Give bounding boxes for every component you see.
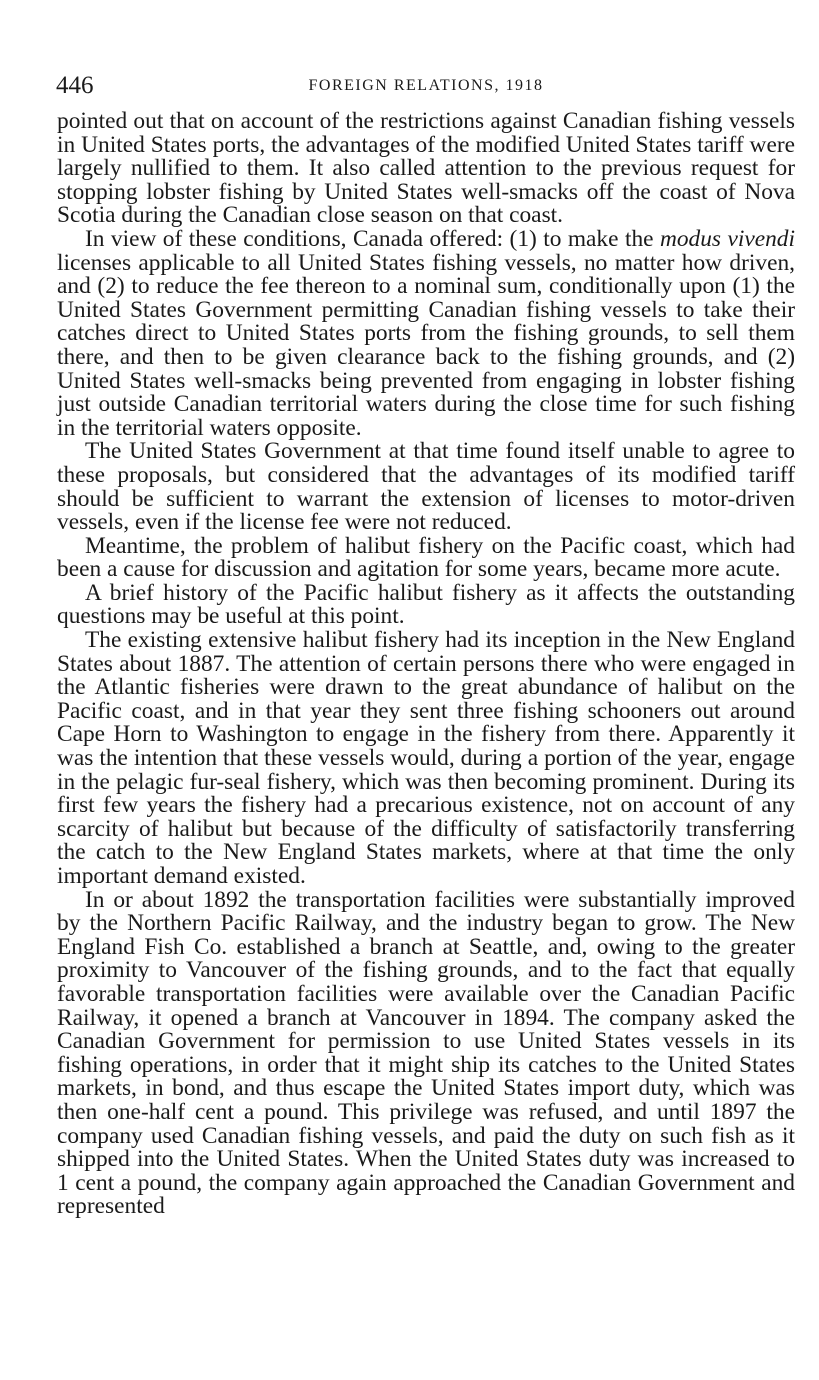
paragraph-1: pointed out that on account of the restrictions against Canadian fishing vessels in United States ports, the advantages of the modified United States tariff were largely nullified to them. It also called attention to the previous request for stopping lobster fishing by United States well-smacks off the coast of Nova Scotia during the Canadian close season on that coast. — [57, 108, 795, 229]
paragraph-7: In or about 1892 the transportation facilities were substantially improved by the Northern Pacific Railway, and the industry began to grow. The New England Fish Co. established a branch at Seattle, and, owing to the greater proximity to Vancouver of the fishing grounds, and to the fact that equally favorable transportation facilities were available over the Canadian Pacific Railway, it opened a branch at Vancouver in 1894. The company asked the Canadian Government for permission to use United States vessels in its fishing operations, in order that it might ship its catches to the United States markets, in bond, and thus escape the United States import duty, which was then one-half cent a pound. This privilege was refused, and until 1897 the company used Canadian fishing vessels, and paid the duty on such fish as it shipped into the United States. When the United States duty was increased to 1 cent a pound, the company again approached the Canadian Government and represented — [57, 886, 795, 1220]
body-text — [57, 110, 795, 1219]
paragraph-2 — [57, 225, 795, 441]
paragraph-4: Meantime, the problem of halibut fishery on the Pacific coast, which had been a cause for discussion and agitation for some years, became more acute. — [57, 532, 795, 583]
paragraph-2-italic: modus vivendi — [659, 225, 795, 252]
paragraph-5: A brief history of the Pacific halibut fishery as it affects the outstanding questions may be useful at this point. — [57, 579, 795, 630]
running-title: FOREIGN RELATIONS, 1918 — [308, 77, 544, 94]
paragraph-6: The existing extensive halibut fishery had its inception in the New England States about 1887. The attention of certain persons there who were engaged in the Atlantic fisheries were drawn to the great abundance of halibut on the Pacific coast, and in that year they sent three fishing schooners out around Cape Horn to Washington to engage in the fishery from there. Apparently it was the intention that these vessels would, during a portion of the year, engage in the pelagic fur-seal fishery, which was then becoming prominent. During its first few years the fishery had a precarious existence, not on account of any scarcity of halibut but because of the difficulty of satisfactorily transferring the catch to the New England States markets, where at that time the only important demand existed. — [57, 627, 795, 889]
page-header — [56, 70, 796, 102]
paragraph-2-rest: licenses applicable to all United States fishing vessels, no matter how driven, and (2) to reduce the fee thereon to a nominal sum, conditionally upon (1) the United States Government permitting Canadian fishing vessels to take their catches direct to United States ports from the fishing grounds, to sell them there, and then to be given clearance back to the fishing grounds, and (2) United States well-smacks being prevented from engaging in lobster fishing just outside Canadian territorial waters during the close time for such fishing in the territorial waters opposite. — [57, 249, 795, 441]
page-number: 446 — [56, 72, 94, 99]
paragraph-2-lead: In view of these conditions, Canada offered: (1) to make the — [85, 225, 660, 252]
paragraph-3: The United States Government at that time found itself unable to agree to these proposals, but considered that the advantages of its modified tariff should be sufficient to warrant the extension of licenses to motor-driven vessels, even if the license fee were not reduced. — [57, 438, 795, 536]
